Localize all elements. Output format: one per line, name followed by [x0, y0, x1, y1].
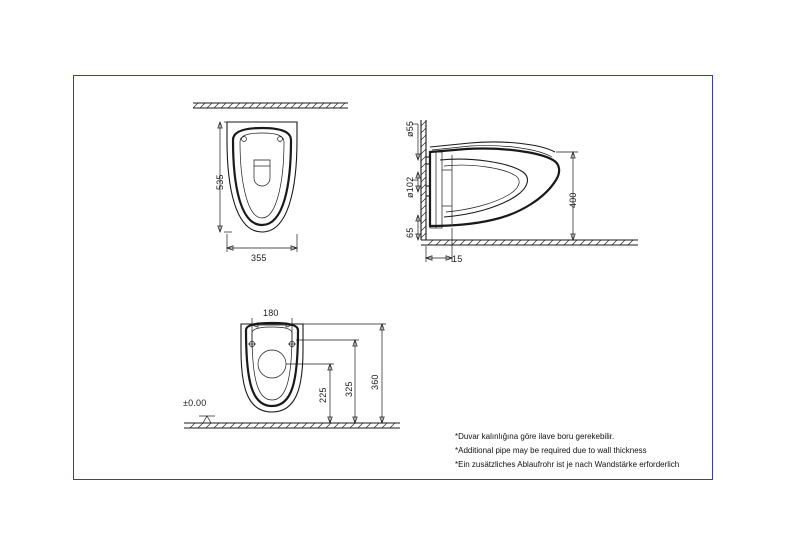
- dim-label-side-400: 400: [568, 192, 578, 208]
- dim-label-front-325: 325: [344, 381, 354, 397]
- dim-label-side-15: 15: [452, 254, 463, 264]
- dim-label-side-65: 65: [405, 227, 415, 238]
- note-line-en: *Additional pipe may be required due to wall thickness: [455, 446, 647, 455]
- note-line-tr: *Duvar kalınlığına göre ilave boru gerekebilir.: [455, 432, 615, 441]
- dim-label-front-360: 360: [370, 374, 380, 390]
- dim-label-front-180: 180: [263, 308, 279, 318]
- dim-label-front-225: 225: [318, 387, 328, 403]
- note-line-de: *Ein zusätzliches Ablaufrohr ist je nach Wandstärke erforderlich: [455, 460, 680, 469]
- dim-label-side-d55: ø55: [405, 120, 415, 137]
- dim-label-front-datum: ±0.00: [183, 398, 207, 408]
- dim-label-top-535: 535: [215, 174, 225, 190]
- dim-label-side-d102: ø102: [405, 176, 415, 198]
- drawing-border: [73, 75, 713, 480]
- dim-label-top-355: 355: [251, 253, 267, 263]
